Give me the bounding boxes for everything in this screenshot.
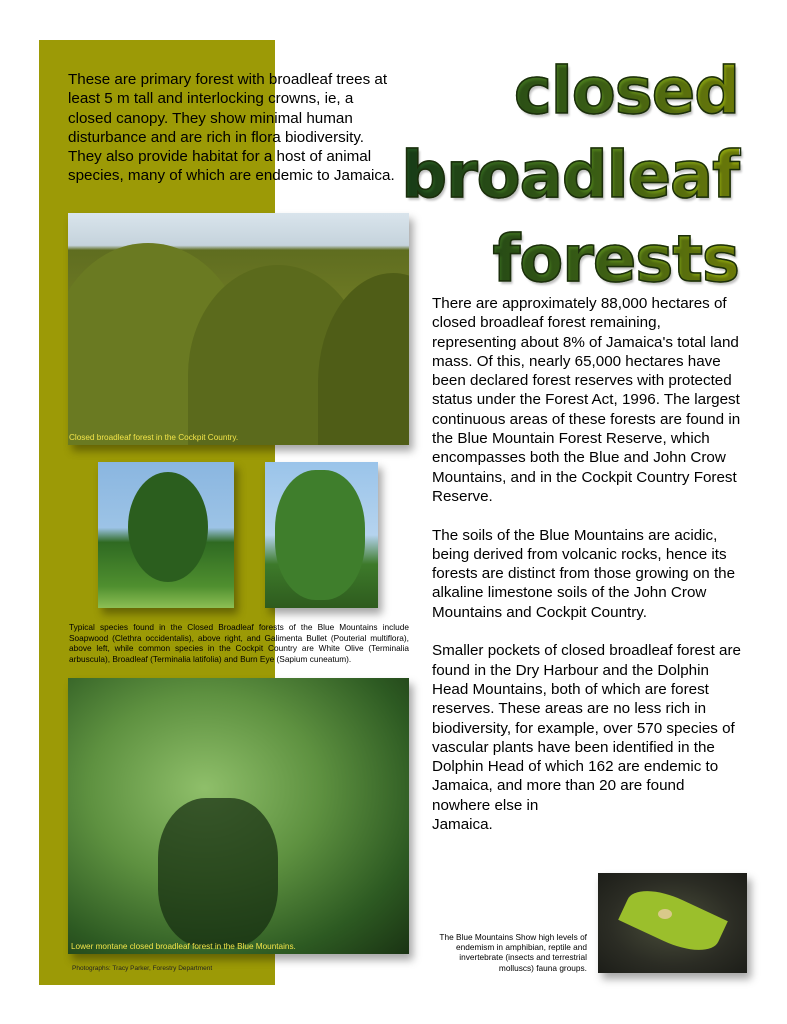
- soapwood-tree-photo: [265, 462, 378, 608]
- montane-forest-photo: [68, 678, 409, 954]
- page-title: [401, 50, 739, 302]
- title-line-2: broadleaf: [401, 134, 739, 218]
- fauna-caption: The Blue Mountains Show high levels of endemism in amphibian, reptile and invertebrate (insects and terrestrial molluscs) fauna groups.: [439, 932, 587, 973]
- cockpit-country-photo: [68, 213, 409, 445]
- body-paragraph-3: Smaller pockets of closed broadleaf forest are found in the Dry Harbour and the Dolphin Head Mountains, both of which are forest reserves. These areas are no less rich in biodiversity, for example, over 570 species of vascular plants have been identified in the Dolphin Head of which 162 are endemic to Jamaica, and more than 20 are found: [432, 642, 741, 795]
- body-paragraph-1: There are approximately 88,000 hectares of closed broadleaf forest remaining, representing about 8% of Jamaica's total land mass. Of this, nearly 65,000 hectares have been declared forest reserves with protected status under the Forest Act, 1996. The largest continuous areas of these forests are found in the Blue Mountain Forest Reserve, which encompasses both the Blue and John Crow Mountains, and in the Cockpit Country Forest Reserve.: [432, 295, 741, 505]
- intro-paragraph: These are primary forest with broadleaf trees at least 5 m tall and interlocking crowns, ie, a closed canopy. They show minimal human disturbance and are rich in flora biodiversity. They also provide habitat for a host of animal species, many of which are endemic to Jamaica.: [68, 71, 395, 185]
- montane-photo-caption: Lower montane closed broadleaf forest in the Blue Mountains.: [71, 942, 296, 951]
- title-line-1: closed: [401, 50, 739, 134]
- title-line-3: forests: [401, 218, 739, 302]
- cockpit-photo-caption: Closed broadleaf forest in the Cockpit Country.: [69, 433, 239, 442]
- body-paragraph-2: The soils of the Blue Mountains are acidic, being derived from volcanic rocks, hence its forests are distinct from those growing on the alkaline limestone soils of the John Crow Mountains and Cockpit Country.: [432, 526, 736, 621]
- species-caption: Typical species found in the Closed Broadleaf forests of the Blue Mountains include Soapwood (Clethra occidentalis), above right, and Galimenta Bullet (Pouterial multiflora), above left, while common species in the Cockpit Country are White Olive (Terminalia arbuscula), Broadleaf (Terminalia latifolia) and Burn Eye (Sapium cuneatum).: [69, 622, 409, 664]
- body-text: [432, 294, 742, 834]
- galimenta-bullet-tree-photo: [98, 462, 234, 608]
- frog-on-leaf-photo: [598, 873, 747, 973]
- photo-credit: Photographs: Tracy Parker, Forestry Department: [72, 965, 213, 972]
- body-paragraph-3-end: nowhere else in Jamaica.: [432, 796, 539, 834]
